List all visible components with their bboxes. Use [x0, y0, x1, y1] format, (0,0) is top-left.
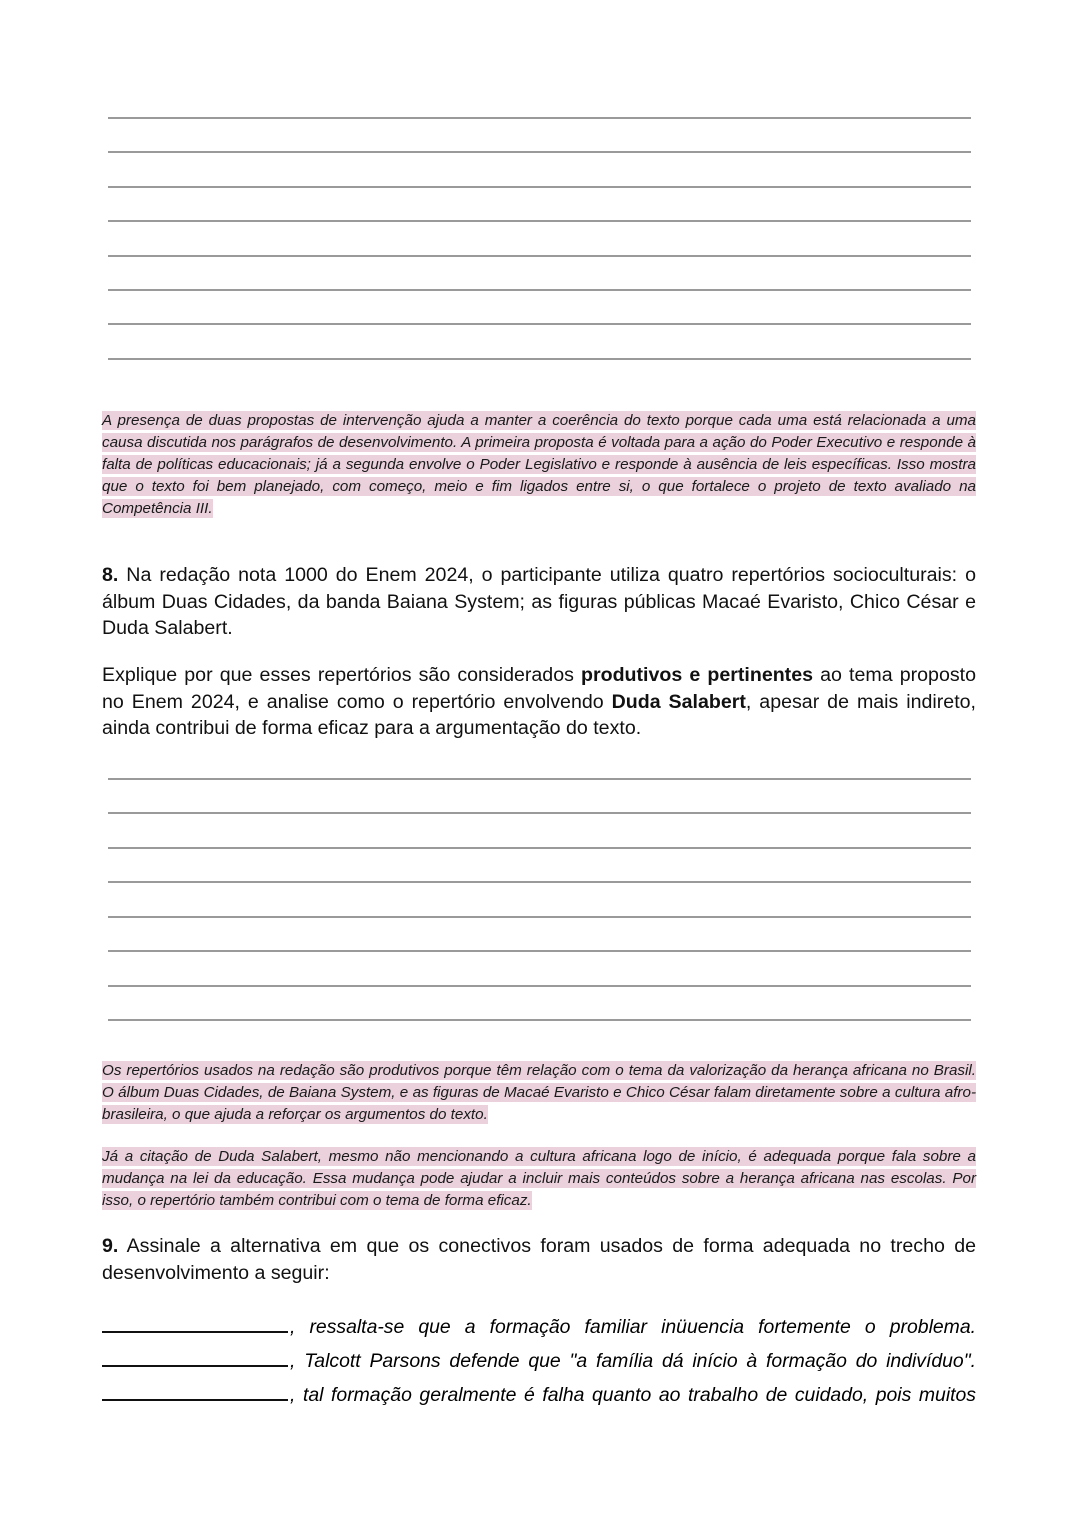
connective-blank[interactable] [102, 1313, 288, 1333]
highlighted-answer-text: Os repertórios usados na redação são produtivos porque têm relação com o tema da valorização da herança africana no Brasil. O álbum Duas Cidades, de Baiana System, e as figuras de Macaé Evaristo e Chico César falam diretamente sobre a cultura afro-brasileira, o que ajuda a reforçar os argumentos do texto. [102, 1062, 976, 1123]
excerpt-line [102, 1313, 976, 1340]
question-9-prompt [102, 1233, 976, 1286]
model-answer-2-paragraph-1 [102, 1060, 976, 1126]
question-number: 9. [102, 1235, 119, 1257]
answer-line[interactable] [108, 950, 971, 952]
answer-line[interactable] [108, 847, 971, 849]
excerpt-line [102, 1381, 976, 1408]
question-9-prompt-text: Assinale a alternativa em que os conectivos foram usados de forma adequada no trecho de desenvolvimento a seguir: [102, 1235, 976, 1284]
question-8-prompt [102, 662, 976, 742]
prompt-text: , apesar de mais indireto, ainda contribui de forma eficaz para a argumentação do texto. [102, 690, 976, 739]
prompt-emphasis: Duda Salabert [611, 690, 746, 713]
connective-blank[interactable] [102, 1381, 288, 1401]
answer-line[interactable] [108, 255, 971, 257]
prompt-text: Explique por que esses repertórios são considerados [102, 664, 582, 686]
answer-line[interactable] [108, 289, 971, 291]
answer-line[interactable] [108, 812, 971, 814]
connective-blank[interactable] [102, 1347, 288, 1367]
answer-line[interactable] [108, 186, 971, 188]
model-answer-2-paragraph-2 [102, 1146, 976, 1212]
prompt-text: ao tema proposto no Enem 2024, e analise como o repertório envolvendo [102, 664, 976, 713]
question-8-intro [102, 562, 976, 642]
question-8-intro-text: Na redação nota 1000 do Enem 2024, o participante utiliza quatro repertórios socioculturais: o álbum Duas Cidades, da banda Baiana System; as figuras públicas Macaé Evaristo, Chico César e Duda Salabert. [102, 564, 976, 639]
excerpt-line [102, 1347, 976, 1374]
answer-line[interactable] [108, 117, 971, 119]
excerpt-text: , tal formação geralmente é falha quanto ao trabalho de cuidado, pois muitos [290, 1384, 976, 1406]
excerpt-text: , ressalta-se que a formação familiar inüuencia fortemente o problema. [290, 1316, 976, 1338]
highlighted-answer-text: Já a citação de Duda Salabert, mesmo não mencionando a cultura africana logo de início, é adequada porque fala sobre a mudança na lei da educação. Essa mudança pode ajudar a incluir mais conteúdos sobre a herança africana nas escolas. Por isso, o repertório também contribui com o tema de forma eficaz. [102, 1148, 976, 1209]
answer-line[interactable] [108, 323, 971, 325]
excerpt-text: , Talcott Parsons defende que "a família dá início à formação do indivíduo". [290, 1350, 976, 1372]
answer-line[interactable] [108, 358, 971, 360]
answer-line[interactable] [108, 881, 971, 883]
answer-line[interactable] [108, 916, 971, 918]
question-number: 8. [102, 564, 119, 586]
answer-line[interactable] [108, 220, 971, 222]
prompt-emphasis: produtivos e pertinentes [581, 664, 814, 686]
highlighted-answer-text: A presença de duas propostas de intervenção ajuda a manter a coerência do texto porque cada uma está relacionada a uma causa discutida nos parágrafos de desenvolvimento. A primeira proposta é voltada para a ação do Poder Executivo e responde à falta de políticas educacionais; já a segunda envolve o Poder Legislativo e responde à ausência de leis específicas. Isso mostra que o texto foi bem planejado, com começo, meio e fim ligados entre si, o que fortalece o projeto de texto avaliado na Competência III. [102, 412, 976, 517]
answer-line[interactable] [108, 778, 971, 780]
answer-line[interactable] [108, 985, 971, 987]
answer-line[interactable] [108, 151, 971, 153]
answer-line[interactable] [108, 1019, 971, 1021]
model-answer-1 [102, 410, 976, 520]
